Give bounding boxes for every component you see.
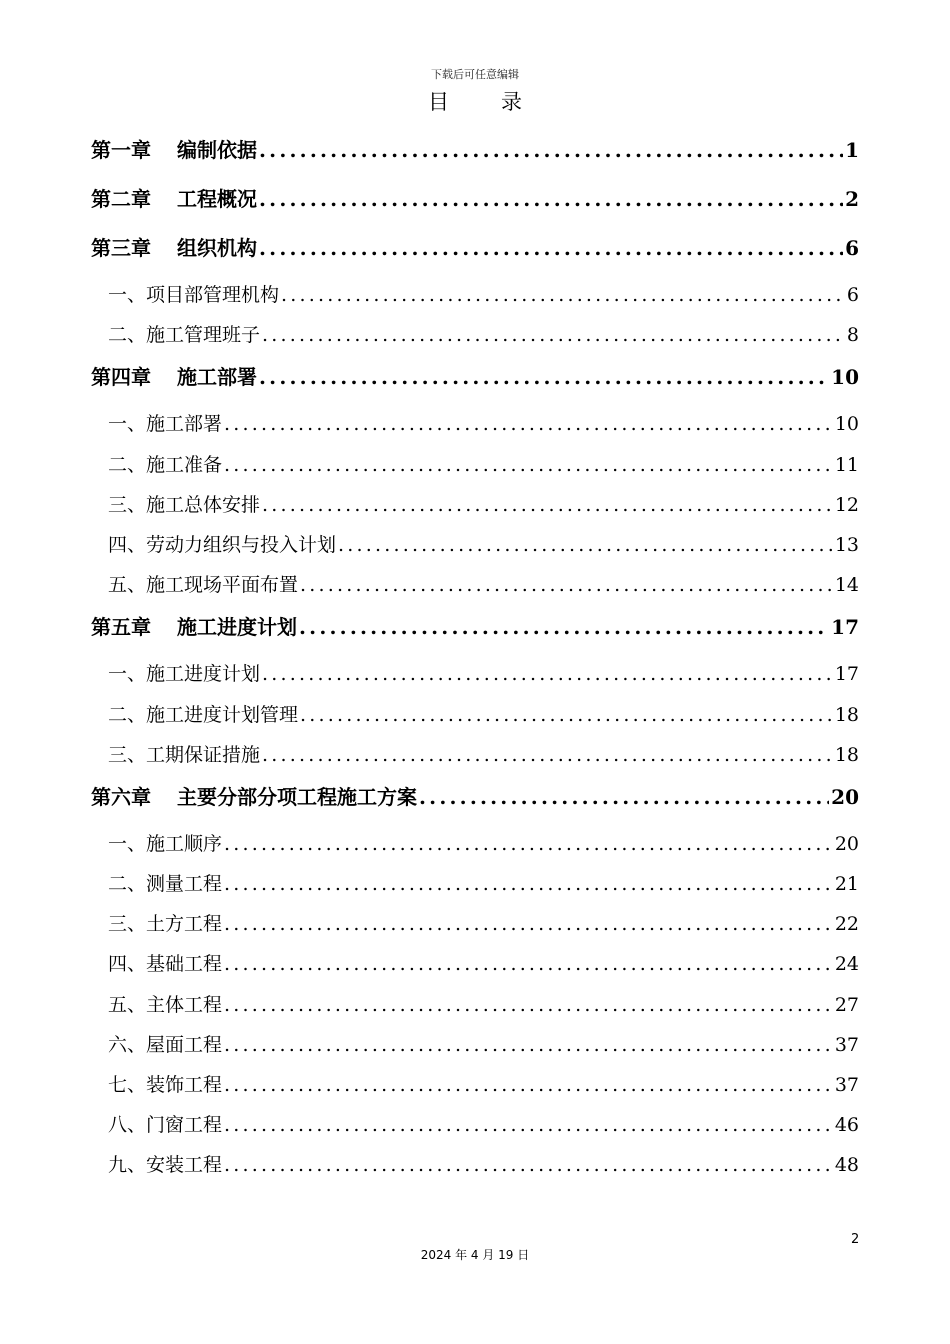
toc-chapter-entry[interactable] <box>91 128 859 177</box>
toc-entry-page: 37 <box>834 1033 859 1056</box>
toc-section-entry[interactable] <box>91 904 859 944</box>
toc-dot-leader <box>224 1065 833 1105</box>
toc-dot-leader <box>224 445 833 485</box>
toc-entry-number: 第三章 <box>91 236 151 260</box>
toc-section-entry[interactable] <box>91 824 859 864</box>
toc-entry-number: 二、 <box>108 873 147 896</box>
toc-entry-number: 八、 <box>108 1114 147 1137</box>
toc-entry-title: 安装工程 <box>146 1154 223 1177</box>
toc-entry-title: 施工总体安排 <box>146 493 261 516</box>
toc-entry-title: 施工管理班子 <box>146 324 261 347</box>
toc-entry-page: 27 <box>834 993 859 1016</box>
toc-dot-leader <box>224 404 833 444</box>
toc-section-entry[interactable] <box>91 1025 859 1065</box>
toc-dot-leader <box>262 735 833 775</box>
toc-entry-title: 屋面工程 <box>146 1033 223 1056</box>
toc-chapter-entry[interactable] <box>91 775 859 824</box>
toc-section-entry[interactable] <box>91 864 859 904</box>
toc-entry-label <box>108 654 260 694</box>
toc-entry-page: 22 <box>834 913 859 936</box>
toc-dot-leader <box>224 904 833 944</box>
toc-section-entry[interactable] <box>91 735 859 775</box>
toc-section-entry[interactable] <box>91 404 859 444</box>
toc-dot-leader <box>262 654 833 694</box>
page-number: 2 <box>851 1232 860 1247</box>
toc-entry-label <box>108 695 298 735</box>
toc-section-entry[interactable] <box>91 944 859 984</box>
toc-entry-label <box>108 404 222 444</box>
toc-entry-label <box>91 605 297 649</box>
toc-entry-number: 三、 <box>108 493 147 516</box>
toc-entry-number: 第一章 <box>91 138 151 162</box>
toc-entry-label <box>91 226 257 270</box>
toc-dot-leader <box>299 605 829 649</box>
toc-section-entry[interactable] <box>91 695 859 735</box>
toc-dot-leader <box>224 1145 833 1185</box>
toc-dot-leader <box>259 226 843 270</box>
toc-dot-leader <box>300 565 833 605</box>
toc-entry-title: 组织机构 <box>177 236 257 260</box>
toc-entry-page: 8 <box>846 324 859 347</box>
toc-entry-page: 1 <box>845 138 859 162</box>
toc-entry-title: 测量工程 <box>146 873 223 896</box>
toc-entry-label <box>108 485 260 525</box>
toc-entry-label <box>108 985 222 1025</box>
toc-entry-label <box>108 1025 222 1065</box>
toc-entry-label <box>108 315 260 355</box>
toc-entry-page: 18 <box>834 743 859 766</box>
toc-dot-leader <box>224 944 833 984</box>
toc-dot-leader <box>224 985 833 1025</box>
toc-dot-leader <box>262 315 845 355</box>
toc-entry-page: 21 <box>834 873 859 896</box>
toc-entry-title: 主要分部分项工程施工方案 <box>177 784 417 809</box>
toc-dot-leader <box>224 864 833 904</box>
toc-entry-label <box>108 904 222 944</box>
toc-entry-title: 施工进度计划管理 <box>146 703 299 726</box>
toc-entry-page: 10 <box>834 413 859 436</box>
toc-entry-label <box>108 1105 222 1145</box>
toc-entry-title: 工期保证措施 <box>146 743 261 766</box>
toc-entry-title: 施工顺序 <box>146 832 223 855</box>
toc-dot-leader <box>224 824 833 864</box>
toc-dot-leader <box>224 1025 833 1065</box>
toc-entry-title: 项目部管理机构 <box>146 284 280 306</box>
toc-entry-label <box>108 864 222 904</box>
toc-entry-page: 2 <box>845 187 859 211</box>
toc-entry-page: 48 <box>834 1154 859 1177</box>
toc-section-entry[interactable] <box>91 565 859 605</box>
toc-entry-label <box>108 824 222 864</box>
toc-dot-leader <box>338 525 833 565</box>
toc-entry-page: 6 <box>846 284 859 306</box>
toc-entry-page: 24 <box>834 953 859 976</box>
toc-title: 目录 <box>428 90 574 114</box>
toc-entry-label <box>108 944 222 984</box>
toc-entry-title: 工程概况 <box>177 187 257 211</box>
toc-entry-label <box>108 525 336 565</box>
toc-entry-number: 第五章 <box>91 615 151 640</box>
toc-entry-label <box>108 1065 222 1105</box>
toc-section-entry[interactable] <box>91 985 859 1025</box>
toc-section-entry[interactable] <box>91 315 859 355</box>
toc-entry-number: 一、 <box>108 832 147 855</box>
footer-date: 2024 年 4 月 19 日 <box>420 1248 530 1262</box>
toc-entry-label <box>91 128 257 172</box>
toc-entry-number: 第四章 <box>91 365 151 390</box>
toc-chapter-entry[interactable] <box>91 177 859 226</box>
toc-entry-number: 第六章 <box>91 784 151 809</box>
toc-section-entry[interactable] <box>91 445 859 485</box>
toc-section-entry[interactable] <box>91 1105 859 1145</box>
toc-entry-page: 18 <box>834 703 859 726</box>
toc-entry-number: 第二章 <box>91 187 151 211</box>
toc-entry-page: 14 <box>834 574 859 597</box>
toc-entry-label <box>91 775 417 819</box>
toc-entry-number: 二、 <box>108 324 147 347</box>
toc-entry-title: 编制依据 <box>177 138 257 162</box>
toc-entry-label <box>108 1145 222 1185</box>
toc-entry-title: 施工进度计划 <box>177 615 297 640</box>
toc-section-entry[interactable] <box>91 525 859 565</box>
toc-entry-page: 46 <box>834 1114 859 1137</box>
toc-chapter-entry[interactable] <box>91 355 859 404</box>
toc-chapter-entry[interactable] <box>91 226 859 275</box>
toc-entry-number: 五、 <box>108 993 147 1016</box>
toc-dot-leader <box>262 485 833 525</box>
toc-entry-number: 二、 <box>108 703 147 726</box>
toc-entry-number: 三、 <box>108 743 147 766</box>
toc-entry-number: 一、 <box>108 413 147 436</box>
toc-entry-title: 劳动力组织与投入计划 <box>146 533 337 556</box>
toc-dot-leader <box>224 1105 833 1145</box>
toc-entry-number: 四、 <box>108 953 147 976</box>
toc-section-entry[interactable] <box>91 1065 859 1105</box>
toc-entry-number: 九、 <box>108 1154 147 1177</box>
toc-entry-page: 37 <box>834 1074 859 1096</box>
toc-dot-leader <box>259 355 829 399</box>
toc-entry-number: 二、 <box>108 453 147 476</box>
toc-entry-label <box>108 275 279 315</box>
toc-entry-number: 三、 <box>108 913 147 936</box>
toc-dot-leader <box>259 128 843 172</box>
toc-entry-number: 五、 <box>108 574 147 597</box>
toc-entry-title: 施工现场平面布置 <box>146 574 299 597</box>
toc-entry-title: 施工进度计划 <box>146 663 261 686</box>
toc-dot-leader <box>419 775 829 819</box>
toc-entry-title: 基础工程 <box>146 953 223 976</box>
toc-entry-page: 17 <box>831 615 859 640</box>
toc-entry-page: 20 <box>834 832 859 855</box>
toc-entry-title: 装饰工程 <box>146 1074 223 1096</box>
toc-section-entry[interactable] <box>91 485 859 525</box>
toc-entry-page: 20 <box>831 784 859 809</box>
toc-entry-page: 10 <box>831 365 859 390</box>
toc-entry-page: 6 <box>845 236 859 260</box>
toc-section-entry[interactable] <box>91 1145 859 1185</box>
toc-entry-number: 六、 <box>108 1033 147 1056</box>
toc-entry-number: 四、 <box>108 533 147 556</box>
toc-entry-label <box>108 445 222 485</box>
toc-entry-title: 施工部署 <box>146 413 223 436</box>
toc-entry-title: 门窗工程 <box>146 1114 223 1137</box>
toc-entry-page: 17 <box>834 663 859 686</box>
toc-entry-title: 土方工程 <box>146 913 223 936</box>
toc-chapter-entry[interactable] <box>91 605 859 654</box>
toc-section-entry[interactable] <box>91 654 859 694</box>
toc-entry-page: 12 <box>834 493 859 516</box>
toc-entry-page: 13 <box>834 533 859 556</box>
toc-entry-title: 主体工程 <box>146 993 223 1016</box>
toc-dot-leader <box>300 695 833 735</box>
toc-entry-label <box>91 177 257 221</box>
toc-entry-page: 11 <box>834 453 859 476</box>
toc-dot-leader <box>259 177 843 221</box>
toc-entry-title: 施工准备 <box>146 453 223 476</box>
toc-section-entry[interactable] <box>91 275 859 315</box>
toc-entry-label <box>108 565 298 605</box>
toc-entry-number: 七、 <box>108 1074 147 1096</box>
toc-entry-title: 施工部署 <box>177 365 257 390</box>
toc-dot-leader <box>281 275 845 315</box>
table-of-contents <box>91 128 859 1186</box>
toc-entry-number: 一、 <box>108 663 147 686</box>
header-note: 下载后可任意编辑 <box>431 68 519 81</box>
toc-entry-label <box>91 355 257 399</box>
toc-entry-number: 一、 <box>108 284 147 306</box>
toc-entry-label <box>108 735 260 775</box>
